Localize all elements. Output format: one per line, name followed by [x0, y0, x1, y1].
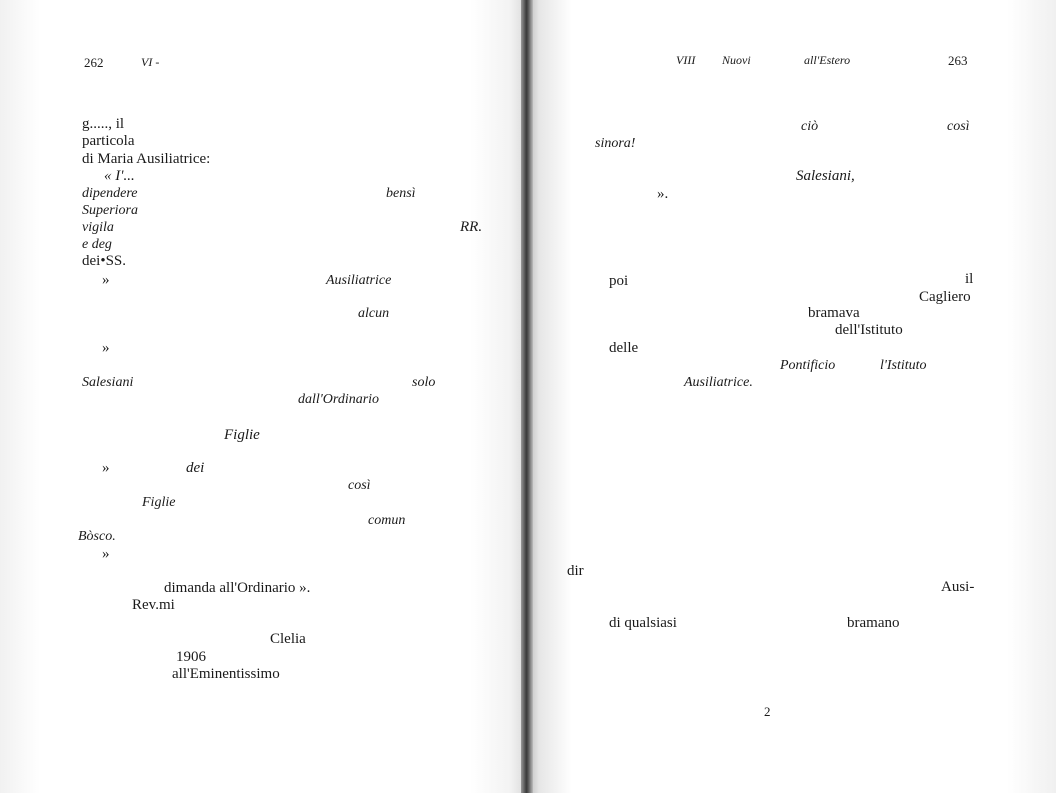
text-line: dall'Ordinario — [298, 392, 380, 407]
running-head-subtitle: all'Estero — [804, 53, 851, 67]
text-line: » — [102, 460, 110, 476]
text-line: » — [102, 272, 110, 288]
page-number-right: 263 — [948, 53, 968, 68]
text-line: Ausiliatrice — [326, 273, 392, 288]
text-line: così — [348, 478, 371, 493]
text-line: dell'Istituto — [835, 322, 903, 338]
text-line: ciò — [801, 119, 819, 134]
text-line: Rev.mi — [132, 597, 175, 613]
text-line: alcun — [358, 306, 390, 321]
text-line: e deg — [82, 237, 112, 252]
text-line: « I'... — [104, 168, 135, 184]
text-line: RR. — [460, 219, 483, 235]
text-line: ». — [657, 186, 669, 202]
text-line: così — [947, 119, 970, 134]
text-line: l'Istituto — [880, 358, 927, 373]
right-page — [527, 0, 1056, 793]
text-line: Salesiani, — [796, 168, 855, 184]
text-line: delle — [609, 340, 639, 356]
page-number-left: 262 — [84, 55, 104, 70]
text-line: bramano — [847, 615, 900, 631]
text-line: dir — [567, 563, 584, 579]
text-line: Clelia — [270, 631, 306, 647]
text-line: dei — [186, 460, 205, 476]
running-head-chapter: VIII — [676, 53, 696, 67]
book-gutter — [521, 0, 533, 793]
footer-mark: 2 — [764, 704, 771, 719]
running-head-title: Nuovi — [722, 53, 751, 67]
text-line: bramava — [808, 305, 860, 321]
text-line: 1906 — [176, 649, 206, 665]
text-line: dimanda all'Ordinario ». — [164, 580, 311, 596]
text-line: solo — [412, 375, 436, 390]
text-line: di Maria Ausiliatrice: — [82, 151, 211, 167]
text-line: il — [965, 271, 974, 287]
text-line: Figlie — [224, 427, 260, 443]
text-line: Ausiliatrice. — [684, 375, 753, 390]
text-line: di qualsiasi — [609, 615, 677, 631]
text-line: Cagliero — [919, 289, 971, 305]
text-line: poi — [609, 273, 629, 289]
text-line: Bòsco. — [78, 529, 116, 544]
text-line: particola — [82, 133, 135, 149]
left-page — [0, 0, 527, 793]
text-line: Pontificio — [780, 358, 836, 373]
text-line: sinora! — [595, 136, 636, 151]
text-line: all'Eminentissimo — [172, 666, 280, 682]
text-line: dei•SS. — [82, 253, 127, 269]
text-line: dipendere — [82, 186, 138, 201]
text-line: » — [102, 340, 110, 356]
text-line: comun — [368, 513, 406, 528]
text-line: Superiora — [82, 203, 138, 218]
running-head-left: VI - — [141, 55, 160, 69]
text-line: vigila — [82, 220, 114, 235]
text-line: Figlie — [142, 495, 176, 510]
text-line: bensì — [386, 186, 416, 201]
text-line: g....., il — [82, 116, 125, 132]
text-line: Salesiani — [82, 375, 134, 390]
text-line: Ausi- — [941, 579, 975, 595]
text-line: » — [102, 546, 110, 562]
